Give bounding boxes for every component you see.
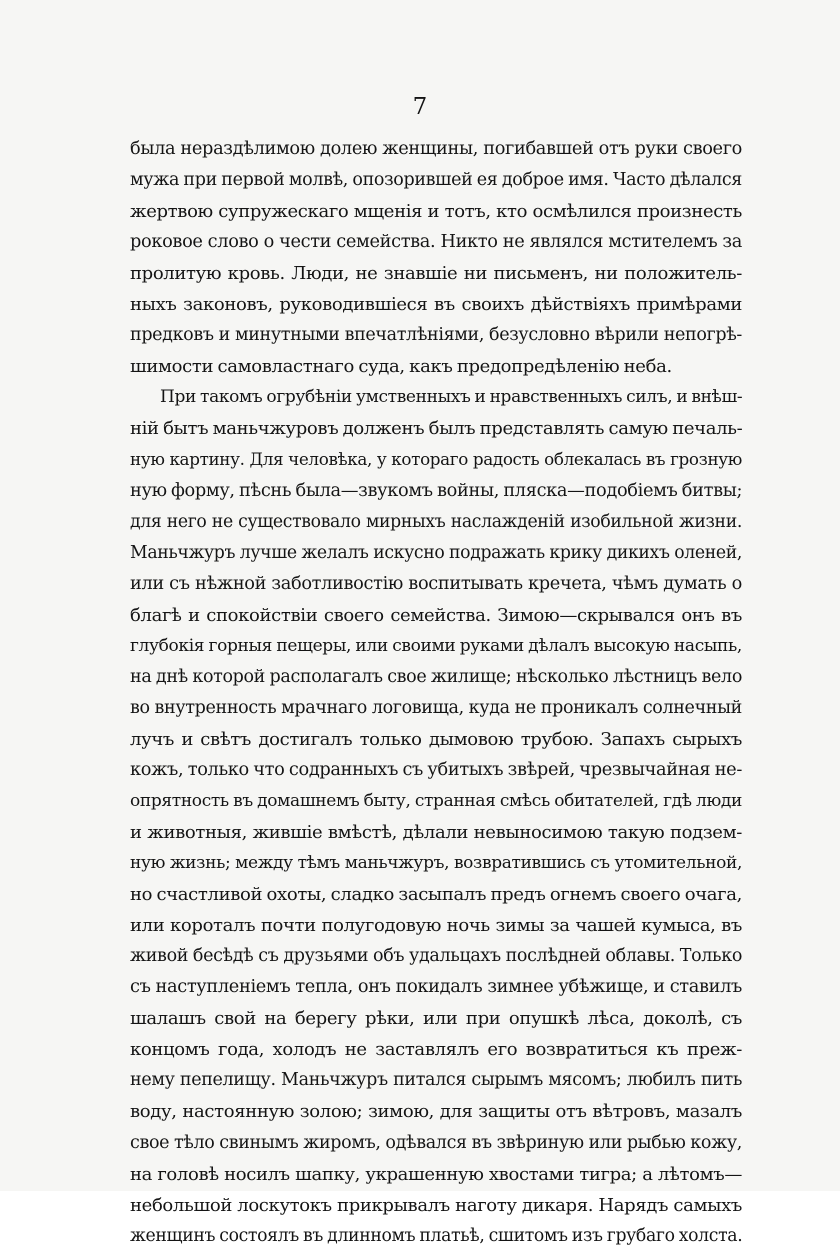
text-line: лучъ и свѣтъ достигалъ только дымовою трубою. Запахъ сырыхъ	[130, 728, 742, 750]
text-line: Маньчжуръ лучше желалъ искусно подражать крику дикихъ оленей,	[130, 542, 742, 563]
text-line: была нераздѣлимою долею женщины, погибавшей отъ руки своего	[130, 139, 742, 159]
text-line: и животныя, жившіе вмѣстѣ, дѣлали невыносимою такую подзем-	[130, 822, 742, 844]
text-line: нему пепелищу. Маньчжуръ питался сырымъ мясомъ; любилъ пить	[130, 1070, 742, 1091]
text-line: на днѣ которой располагалъ свое жилище; нѣсколько лѣстницъ вело	[130, 666, 742, 687]
text-line: женщинъ состоялъ въ длинномъ платьѣ, сшитомъ изъ грубаго холста.	[130, 1225, 743, 1246]
text-line: кожъ, только что содранныхъ съ убитыхъ звѣрей, чрезвычайная не-	[130, 759, 742, 780]
text-line: воду, настоянную золою; зимою, для защиты отъ вѣтровъ, мазалъ	[130, 1101, 742, 1123]
text-line: ній бытъ маньчжуровъ долженъ былъ представлять самую печаль-	[130, 418, 743, 440]
text-line: но счастливой охоты, сладко засыпалъ предъ огнемъ своего очага,	[130, 884, 742, 906]
text-line: на головѣ носилъ шапку, украшенную хвостами тигра; а лѣтомъ—	[130, 1163, 742, 1185]
text-line: ную жизнь; между тѣмъ маньчжуръ, возвратившись съ утомительной,	[130, 853, 742, 874]
page-number: 7	[412, 94, 428, 120]
text-line: ныхъ законовъ, руководившіеся въ своихъ дѣйствіяхъ примѣрами	[130, 294, 742, 316]
text-line: ную картину. Для человѣка, у котораго радость облекалась въ грозную	[130, 449, 742, 470]
text-line: шалашъ свой на берегу рѣки, или при опушкѣ лѣса, доколѣ, съ	[130, 1008, 742, 1030]
text-line: съ наступленіемъ тепла, онъ покидалъ зимнее убѣжище, и ставилъ	[130, 977, 742, 998]
text-line: благѣ и спокойствіи своего семейства. Зимою—скрывался онъ въ	[130, 604, 742, 626]
text-line: пролитую кровь. Люди, не знавшіе ни письменъ, ни положитель-	[130, 263, 742, 285]
paragraph-first-line: При такомъ огрубѣніи умственныхъ и нравственныхъ силъ, и внѣш-	[160, 387, 743, 408]
text-line: мужа при первой молвѣ, опозорившей ея доброе имя. Часто дѣлался	[130, 170, 742, 191]
text-line: предковъ и минутными впечатлѣніями, безусловно вѣрили непогрѣ-	[130, 325, 742, 346]
text-line: небольшой лоскутокъ прикрывалъ наготу дикаря. Нарядъ самыхъ	[130, 1194, 742, 1216]
text-line: роковое слово о чести семейства. Никто не являлся мстителемъ за	[130, 232, 742, 253]
text-line: опрятность въ домашнемъ быту, странная смѣсь обитателей, гдѣ люди	[130, 790, 742, 811]
text-line: глубокія горныя пещеры, или своими руками дѣлалъ высокую насыпь,	[130, 635, 742, 656]
body-text	[130, 134, 742, 1252]
text-line: свое тѣло свинымъ жиромъ, одѣвался въ звѣриную или рыбью кожу,	[130, 1132, 742, 1153]
text-line: во внутренность мрачнаго логовища, куда не проникалъ солнечный	[130, 697, 742, 718]
paragraph-last-line: шимости самовластнаго суда, какъ предопредѣленію неба.	[130, 356, 672, 378]
text-line: или короталъ почти полугодовую ночь зимы за чашей кумыса, въ	[130, 915, 742, 937]
text-line: живой бесѣдѣ съ друзьями объ удальцахъ послѣдней облавы. Только	[130, 946, 742, 967]
text-line: для него не существовало мирныхъ наслажденій изобильной жизни.	[130, 511, 742, 532]
text-line: жертвою супружескаго мщенія и тотъ, кто осмѣлился произнесть	[130, 201, 742, 223]
text-line: или съ нѣжной заботливостію воспитывать кречета, чѣмъ думать о	[130, 573, 742, 594]
text-line: ную форму, пѣснь была—звукомъ войны, пляска—подобіемъ битвы;	[130, 480, 743, 501]
text-line: концомъ года, холодъ не заставлялъ его возвратиться къ преж-	[130, 1039, 742, 1061]
